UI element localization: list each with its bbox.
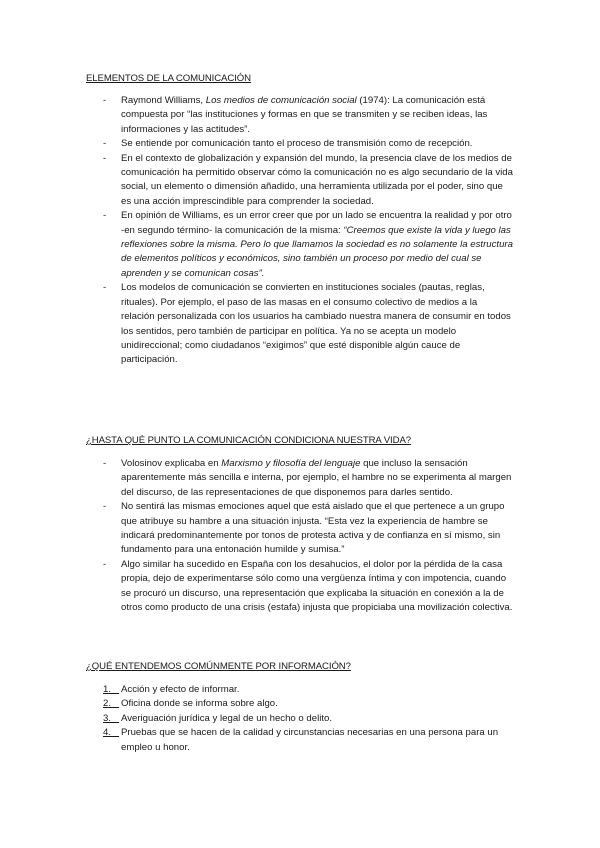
list-item: 2. Oficina donde se informa sobre algo. [103,698,278,710]
list-item: - Raymond Williams, Los medios de comunicación social (1974): La comunicación está compuesta por “las instituciones y formas en que se transmiten y se reciben ideas, las informaciones y las actitudes”. [103,94,513,137]
list-item: - Volosinov explicaba en Marxismo y filosofía del lenguaje que incluso la sensación aparentemente más sencilla e interna, por ejemplo, el hambre no se experimenta al margen del discurso, de las representaciones de que disponemos para darles sentido. [103,457,513,500]
bullet-list-elementos [103,94,513,368]
list-item: 3. Averiguación jurídica y legal de un hecho o delito. [103,712,333,724]
list-item: - En opinión de Williams, es un error creer que por un lado se encuentra la realidad y por otro -en segundo término- la comunicación de la misma: “Creemos que existe la vida y luego las reflexiones sobre la misma. Pero lo que llamamos la sociedad es no solamente la estructura de elementos políticos y económicos, sino también un proceso por medio del cual se aprenden y se comunican cosas”. [103,209,513,281]
list-item: - No sentirá las mismas emociones aquel que está aislado que el que pertenece a un grupo que atribuye su hambre a una situación injusta. “Esta vez la experiencia de hambre se indicará predominantemente por tonos de protesta activa y de confianza en sí mismo, sin fundamento para una entonación humilde y sumisa.” [103,500,513,558]
section-heading-elementos: ELEMENTOS DE LA COMUNICACIÓN [86,73,251,84]
list-item: - En el contexto de globalización y expansión del mundo, la presencia clave de los medios de comunicación ha permitido observar cómo la comunicación no es algo secundario de la vida social, un elemento o dimensión añadido, una herramienta utilizada por el poder, sino que es una acción imprescindible para comprender la sociedad. [103,152,513,210]
list-item: 4. Pruebas que se hacen de la calidad y circunstancias necesarias en una persona para un empleo u honor. [103,727,499,753]
section-heading-condiciona: ¿HASTA QUÉ PUNTO LA COMUNICACIÓN CONDICIONA NUESTRA VIDA? [86,435,411,446]
list-item: - Algo similar ha sucedido en España con los desahucios, el dolor por la pérdida de la casa propia, dejo de experimentarse sólo como una vergüenza íntima y con impotencia, cuando se procuró un discurso, una representación que explicaba la situación en conexión a la de otros como producto de una crisis (estafa) injusta que propiciaba una movilización colectiva. [103,558,513,616]
section-heading-informacion: ¿QUÉ ENTENDEMOS COMÚNMENTE POR INFORMACIÓN? [86,661,351,672]
list-item: - Los modelos de comunicación se convierten en instituciones sociales (pautas, reglas, rituales). Por ejemplo, el paso de las masas en el consumo colectivo de medios a la relación personalizada con los usuarios ha cambiado nuestra manera de consumir en todos los sentidos, pero también de participar en política. Ya no se acepta un modelo unidireccional; como ciudadanos “exigimos” que esté disponible algún cauce de participación. [103,281,513,367]
list-item: 1. Acción y efecto de informar. [103,684,240,695]
bullet-list-condiciona [103,457,513,615]
list-item: - Se entiende por comunicación tanto el proceso de transmisión como de recepción. [103,137,513,151]
numbered-list-informacion [103,683,518,755]
